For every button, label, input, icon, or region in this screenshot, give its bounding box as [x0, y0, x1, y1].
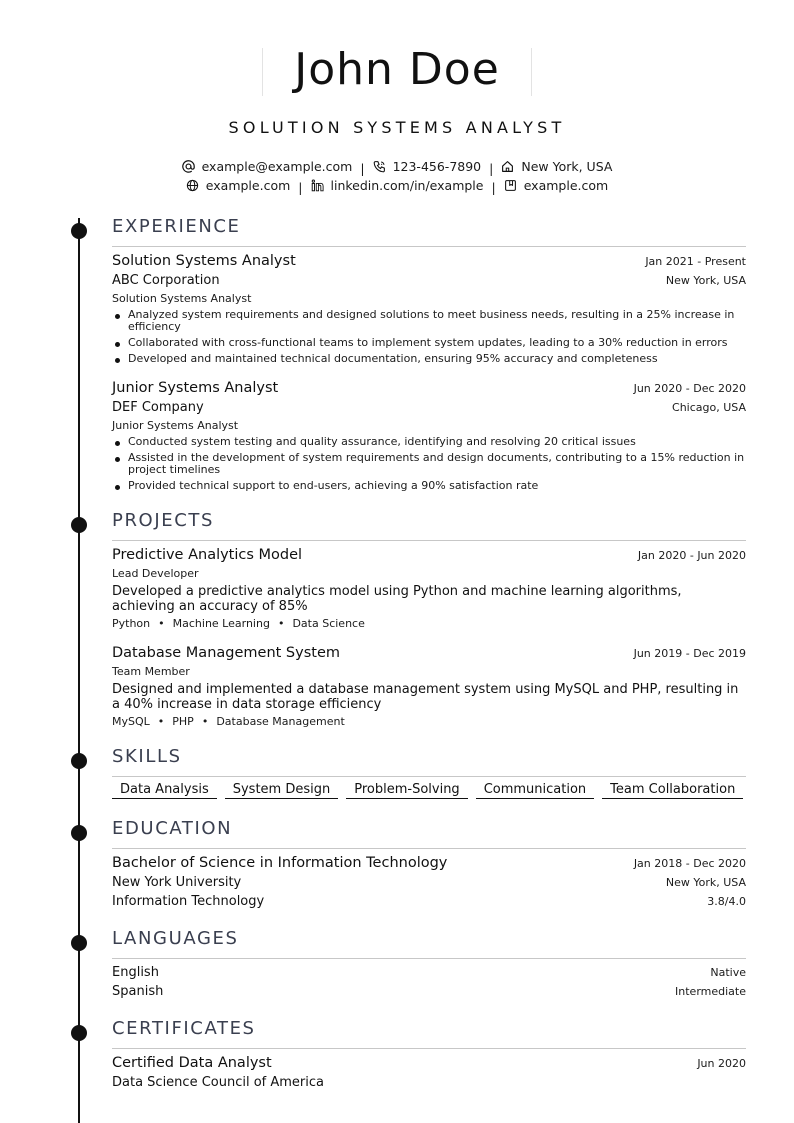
section-divider [112, 776, 746, 777]
location-text: New York, USA [521, 159, 613, 174]
bullet-item: Conducted system testing and quality assurance, identifying and resolving 20 critical issues [112, 436, 746, 448]
position-dates: Jun 2020 - Dec 2020 [633, 382, 746, 395]
linkedin-text: linkedin.com/in/example [330, 178, 484, 193]
skill-tag: Communication [476, 782, 594, 799]
skill-tag: Team Collaboration [602, 782, 743, 799]
role-subtitle: Solution Systems Analyst [112, 292, 252, 305]
portfolio-icon [504, 179, 517, 192]
project-description: Developed a predictive analytics model using Python and machine learning algorithms, achieving an accuracy of 85% [112, 584, 682, 614]
education-entry-header [112, 855, 746, 871]
education-entry-school [112, 875, 746, 890]
company-location: Chicago, USA [672, 401, 746, 414]
contact-website[interactable] [186, 178, 290, 193]
timeline-dot [71, 753, 87, 769]
section-title-education: EDUCATION [112, 818, 233, 839]
certificate-entry-issuer [112, 1075, 746, 1090]
tag-separator: • [201, 715, 209, 728]
bullet-item: Analyzed system requirements and designed solutions to meet business needs, resulting in a 25% increase in efficiency [112, 309, 746, 333]
language-level: Native [710, 966, 746, 979]
contact-email[interactable] [182, 159, 353, 174]
role-subtitle: Junior Systems Analyst [112, 419, 239, 432]
tag-separator: • [157, 715, 165, 728]
certificate-name: Certified Data Analyst [112, 1055, 272, 1071]
experience-bullets [112, 436, 746, 496]
project-tag: Machine Learning [172, 617, 270, 630]
position-title: Solution Systems Analyst [112, 253, 296, 269]
skills-list [112, 782, 751, 799]
field-of-study: Information Technology [112, 894, 265, 909]
company-name: ABC Corporation [112, 273, 220, 288]
timeline-dot [71, 517, 87, 533]
bullet-item: Provided technical support to end-users, achieving a 90% satisfaction rate [112, 480, 746, 492]
section-divider [112, 540, 746, 541]
section-divider [112, 958, 746, 959]
separator: | [491, 180, 496, 195]
contact-row-1 [0, 159, 794, 176]
separator: | [360, 161, 365, 176]
separator: | [298, 180, 303, 195]
home-icon [501, 160, 514, 173]
section-divider [112, 246, 746, 247]
timeline-line [78, 218, 80, 1123]
timeline-dot [71, 223, 87, 239]
globe-icon [186, 179, 199, 192]
section-title-certificates: CERTIFICATES [112, 1018, 256, 1039]
section-title-projects: PROJECTS [112, 510, 215, 531]
position-title: Junior Systems Analyst [112, 380, 279, 396]
timeline-dot [71, 935, 87, 951]
position-dates: Jan 2021 - Present [645, 255, 746, 268]
experience-entry-company [112, 273, 746, 288]
phone-icon [373, 160, 386, 173]
company-location: New York, USA [665, 274, 746, 287]
candidate-name: John Doe [294, 44, 500, 95]
skill-tag: Data Analysis [112, 782, 217, 799]
project-name: Database Management System [112, 645, 340, 661]
experience-entry-header [112, 380, 746, 396]
separator: | [489, 161, 494, 176]
contact-phone[interactable] [373, 159, 482, 174]
linkedin-icon [311, 179, 324, 192]
education-entry-field [112, 894, 746, 909]
section-title-skills: SKILLS [112, 746, 182, 767]
degree-title: Bachelor of Science in Information Technology [112, 855, 448, 871]
project-entry-header [112, 645, 746, 661]
website-text: example.com [205, 178, 291, 193]
contact-location [501, 159, 612, 174]
contact-row-2 [0, 178, 794, 195]
project-role: Team Member [112, 665, 190, 678]
project-tag: MySQL [112, 715, 150, 728]
certificate-entry-header [112, 1055, 746, 1071]
project-tags [112, 715, 345, 728]
job-title: SOLUTION SYSTEMS ANALYST [228, 118, 566, 137]
bullet-item: Assisted in the development of system requirements and design documents, contributing to a 15% reduction in project timelines [112, 452, 746, 476]
at-icon [182, 160, 195, 173]
experience-entry-header [112, 253, 746, 269]
email-text: example@example.com [201, 159, 353, 174]
certificate-issuer: Data Science Council of America [112, 1075, 324, 1090]
portfolio-text: example.com [523, 178, 609, 193]
project-tag: Database Management [216, 715, 345, 728]
bullet-item: Developed and maintained technical documentation, ensuring 95% accuracy and completeness [112, 353, 746, 365]
project-role: Lead Developer [112, 567, 199, 580]
experience-bullets [112, 309, 746, 369]
language-level: Intermediate [675, 985, 746, 998]
project-tag: Python [112, 617, 151, 630]
language-item [112, 984, 746, 999]
language-name: English [112, 965, 159, 980]
timeline-dot [71, 825, 87, 841]
education-dates: Jan 2018 - Dec 2020 [633, 857, 746, 870]
project-dates: Jan 2020 - Jun 2020 [637, 549, 746, 562]
section-title-languages: LANGUAGES [112, 928, 239, 949]
company-name: DEF Company [112, 400, 204, 415]
header [0, 44, 794, 96]
phone-text: 123-456-7890 [392, 159, 482, 174]
gpa: 3.8/4.0 [707, 895, 746, 908]
project-name: Predictive Analytics Model [112, 547, 303, 563]
section-title-experience: EXPERIENCE [112, 216, 241, 237]
language-item [112, 965, 746, 980]
project-dates: Jun 2019 - Dec 2019 [633, 647, 746, 660]
tag-separator: • [277, 617, 285, 630]
tag-separator: • [158, 617, 165, 630]
project-tag: Data Science [292, 617, 365, 630]
name-box [262, 44, 532, 96]
project-entry-header [112, 547, 746, 563]
certificate-date: Jun 2020 [697, 1057, 746, 1070]
experience-entry-company [112, 400, 746, 415]
contact-portfolio[interactable] [504, 178, 608, 193]
timeline-dot [71, 1025, 87, 1041]
school-name: New York University [112, 875, 242, 890]
skill-tag: Problem-Solving [346, 782, 467, 799]
skill-tag: System Design [225, 782, 339, 799]
contact-linkedin[interactable] [311, 178, 484, 193]
section-divider [112, 848, 746, 849]
section-divider [112, 1048, 746, 1049]
project-tags [112, 617, 365, 630]
school-location: New York, USA [665, 876, 746, 889]
bullet-item: Collaborated with cross-functional teams to implement system updates, leading to a 30% reduction in errors [112, 337, 746, 349]
project-tag: PHP [172, 715, 194, 728]
project-description: Designed and implemented a database management system using MySQL and PHP, resulting in a 40% increase in data storage efficiency [112, 682, 739, 712]
language-name: Spanish [112, 984, 164, 999]
